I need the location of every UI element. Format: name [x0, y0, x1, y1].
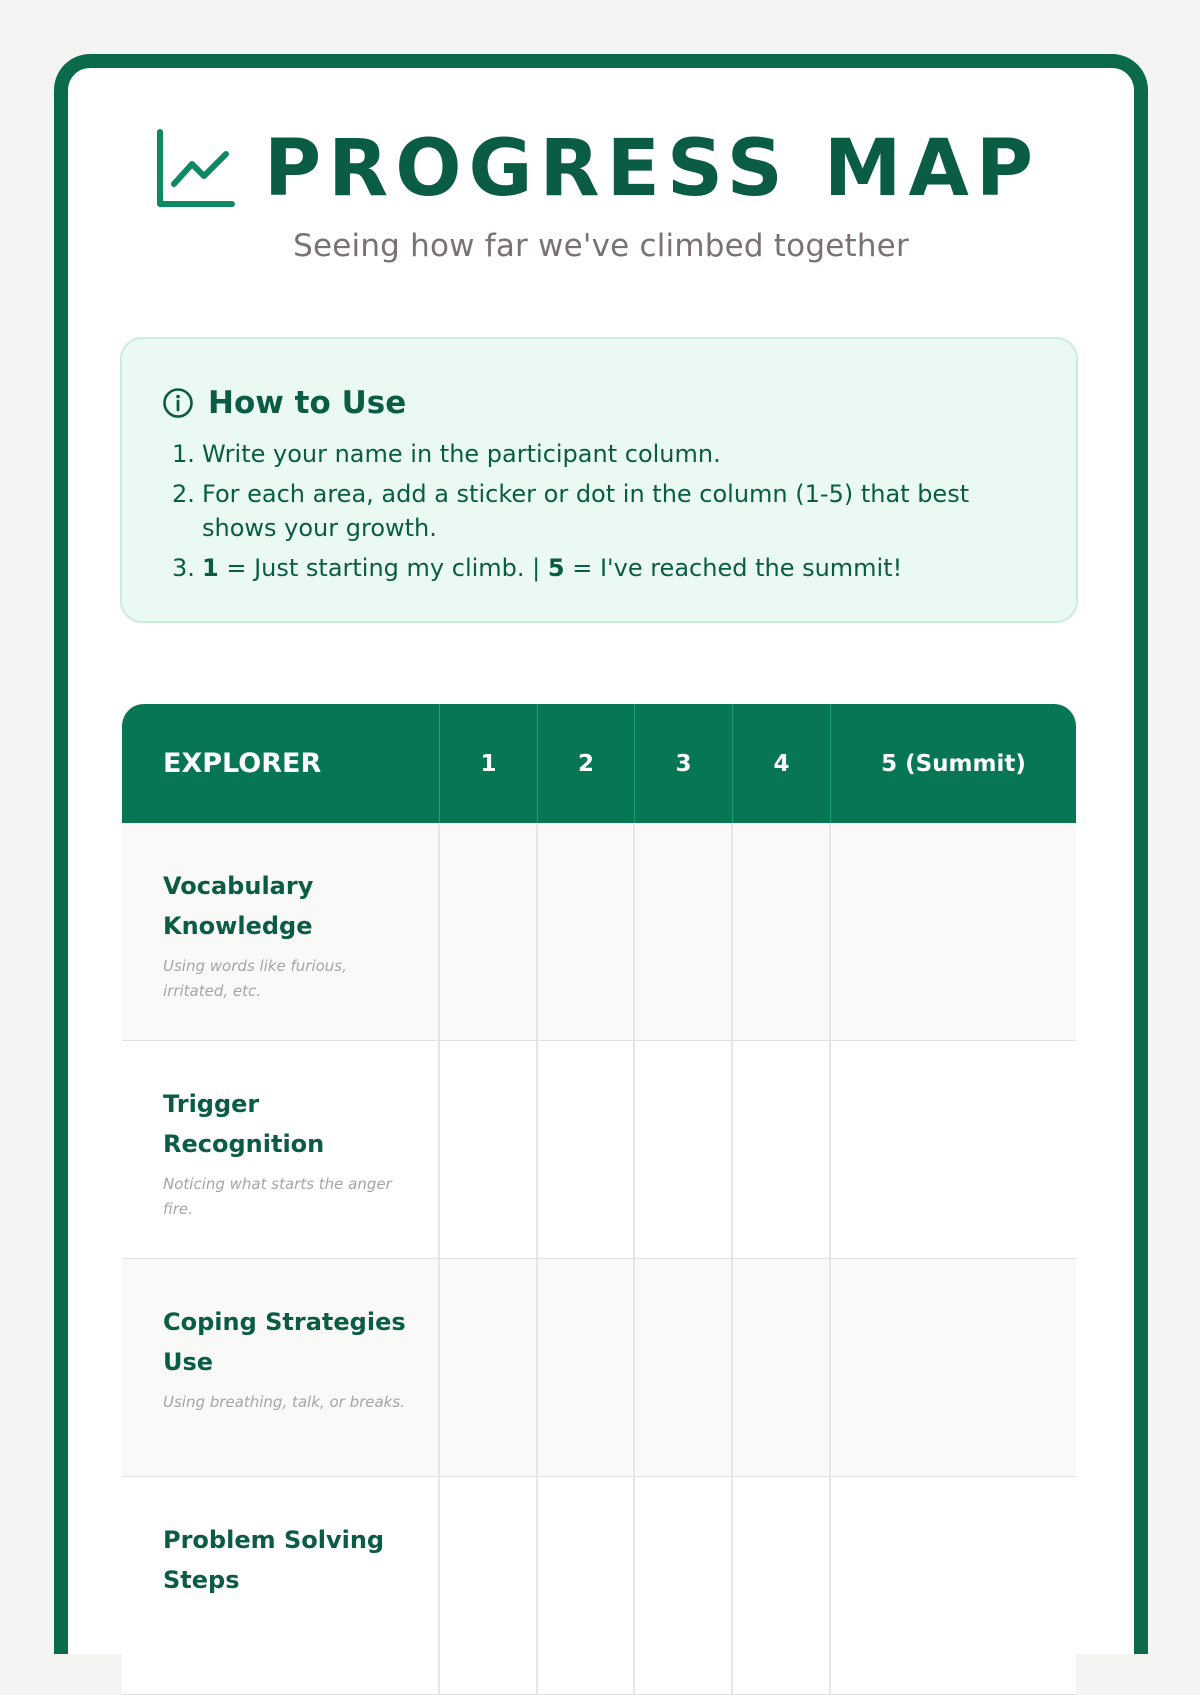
column-header-2: 2: [538, 704, 635, 823]
step-number: 2.: [172, 480, 195, 508]
table-row: [122, 1477, 1076, 1695]
area-description: Noticing what starts the anger fire.: [163, 1175, 392, 1218]
area-name: Vocabulary Knowledge: [163, 872, 314, 940]
rating-cell-1[interactable]: [440, 823, 538, 1040]
table-row: [122, 1041, 1076, 1259]
rating-cell-1[interactable]: [440, 1041, 538, 1258]
line-chart-icon: [154, 128, 238, 212]
area-description: Using words like furious, irritated, etc.: [163, 957, 347, 1000]
rating-cell-2[interactable]: [538, 823, 635, 1040]
rating-cell-3[interactable]: [635, 1477, 733, 1694]
how-to-use-title: How to Use: [208, 385, 407, 421]
column-header-explorer: EXPLORER: [122, 704, 440, 823]
step-text: For each area, add a sticker or dot in the column (1-5) that best shows your growth.: [202, 480, 970, 542]
info-icon: [162, 387, 194, 419]
step-text: [202, 551, 902, 585]
rating-cell-5[interactable]: [831, 823, 1076, 1040]
list-item: [172, 551, 1012, 585]
list-item: [172, 477, 1012, 545]
table-row: [122, 1259, 1076, 1477]
area-name: Trigger Recognition: [163, 1090, 325, 1158]
area-description: Using breathing, talk, or breaks.: [163, 1393, 405, 1411]
step-number: 1.: [172, 440, 195, 468]
rating-cell-3[interactable]: [635, 823, 733, 1040]
scale-high: 5: [547, 554, 565, 582]
scale-high-text: = I've reached the summit!: [564, 554, 903, 582]
step-number: 3.: [172, 554, 195, 582]
how-to-steps-list: [172, 437, 1012, 591]
area-cell: [122, 823, 440, 1040]
rating-cell-4[interactable]: [733, 1041, 831, 1258]
area-cell: [122, 1259, 440, 1476]
rating-cell-4[interactable]: [733, 1259, 831, 1476]
list-item: [172, 437, 1012, 471]
area-name: Problem Solving Steps: [163, 1526, 385, 1594]
column-header-1: 1: [440, 704, 538, 823]
how-to-use-heading: [162, 383, 406, 423]
column-header-4: 4: [733, 704, 831, 823]
scale-low: 1: [202, 554, 219, 582]
rating-cell-2[interactable]: [538, 1259, 635, 1476]
rating-cell-5[interactable]: [831, 1477, 1076, 1694]
rating-cell-1[interactable]: [440, 1477, 538, 1694]
table-header-row: [122, 704, 1076, 823]
rating-cell-4[interactable]: [733, 823, 831, 1040]
rating-cell-3[interactable]: [635, 1259, 733, 1476]
column-header-3: 3: [635, 704, 733, 823]
rating-cell-5[interactable]: [831, 1259, 1076, 1476]
page-subtitle: Seeing how far we've climbed together: [293, 228, 909, 264]
area-cell: [122, 1041, 440, 1258]
rating-cell-5[interactable]: [831, 1041, 1076, 1258]
page-title: PROGRESS MAP: [264, 124, 1041, 214]
rating-cell-2[interactable]: [538, 1477, 635, 1694]
rating-cell-2[interactable]: [538, 1041, 635, 1258]
column-header-5-summit: 5 (Summit): [881, 750, 1026, 777]
scale-low-text: = Just starting my climb. |: [218, 554, 548, 582]
how-to-use-panel: [120, 337, 1078, 623]
progress-table: [122, 704, 1076, 1695]
area-cell: [122, 1477, 440, 1694]
page-header: [68, 124, 1134, 214]
area-name: Coping Strategies Use: [163, 1308, 406, 1376]
rating-cell-4[interactable]: [733, 1477, 831, 1694]
rating-cell-1[interactable]: [440, 1259, 538, 1476]
step-text: Write your name in the participant column.: [202, 440, 721, 468]
progress-map-card: [54, 54, 1148, 1654]
rating-cell-3[interactable]: [635, 1041, 733, 1258]
table-row: [122, 823, 1076, 1041]
